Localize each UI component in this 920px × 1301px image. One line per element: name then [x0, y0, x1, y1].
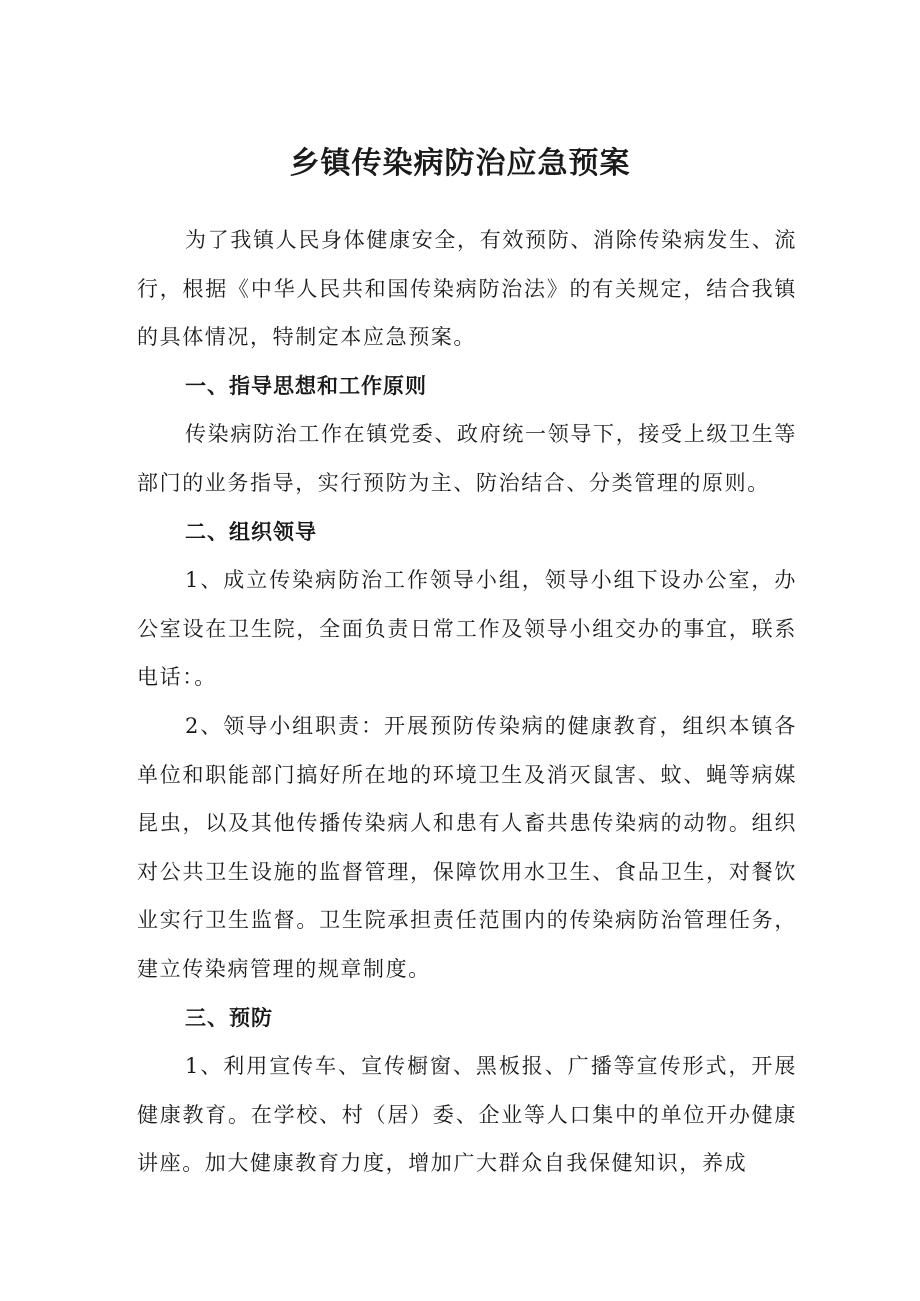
- section-paragraph: 2、领导小组职责：开展预防传染病的健康教育，组织本镇各单位和职能部门搞好所在地的环境卫生及消灭鼠害、蚊、蝇等病媒昆虫，以及其他传播传染病人和患有人畜共患传染病的动物。组织对公共卫生设施的监督管理，保障饮用水卫生、食品卫生，对餐饮业实行卫生监督。卫生院承担责任范围内的传染病防治管理任务，建立传染病管理的规章制度。: [137, 713, 797, 981]
- section-paragraph: 1、利用宣传车、宣传橱窗、黑板报、广播等宣传形式，开展健康教育。在学校、村（居）委、企业等人口集中的单位开办健康讲座。加大健康教育力度，增加广大群众自我保健知识，养成: [137, 1054, 797, 1176]
- document-body: [137, 216, 797, 1188]
- document-title: 乡镇传染病防治应急预案: [289, 146, 631, 181]
- section-heading-organization: 二、组织领导: [185, 519, 317, 544]
- section-heading-guiding-principles: 一、指导思想和工作原则: [185, 373, 427, 398]
- section-paragraph: 1、成立传染病防治工作领导小组，领导小组下设办公室，办公室设在卫生院，全面负责日常工作及领导小组交办的事宜，联系电话：。: [137, 568, 797, 690]
- section-paragraph: 传染病防治工作在镇党委、政府统一领导下，接受上级卫生等部门的业务指导，实行预防为主、防治结合、分类管理的原则。: [137, 422, 797, 495]
- section-heading-prevention: 三、预防: [185, 1005, 273, 1030]
- intro-paragraph: 为了我镇人民身体健康安全，有效预防、消除传染病发生、流行，根据《中华人民共和国传染病防治法》的有关规定，结合我镇的具体情况，特制定本应急预案。: [137, 228, 797, 350]
